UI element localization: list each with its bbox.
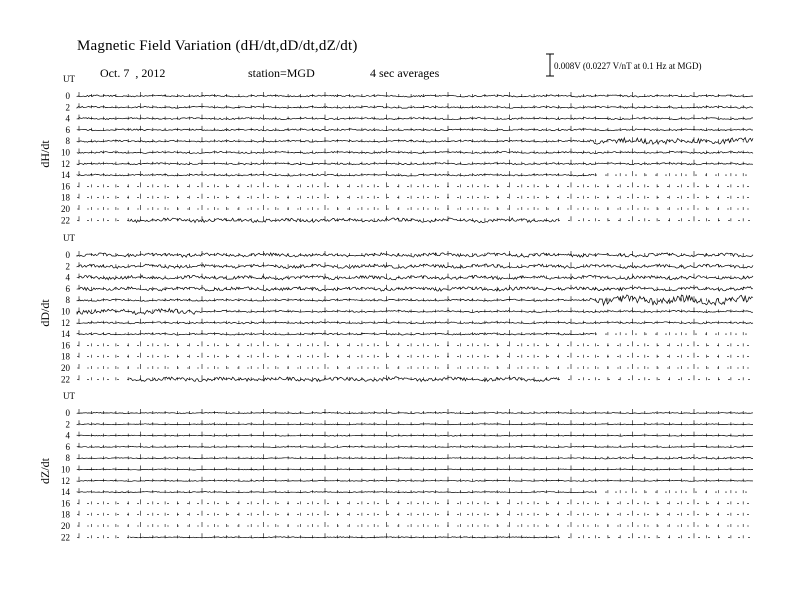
panel-ylabel: dD/dt bbox=[38, 299, 52, 327]
ut-axis-label: UT bbox=[63, 391, 75, 401]
variation-trace bbox=[77, 309, 753, 315]
row-tick-marks bbox=[79, 330, 743, 335]
row-tick-marks bbox=[79, 488, 743, 493]
variation-trace bbox=[77, 174, 594, 176]
row-hour-label: 22 bbox=[61, 532, 70, 543]
row-hour-label: 14 bbox=[61, 170, 70, 181]
row-hour-label: 6 bbox=[65, 283, 70, 294]
row-hour-label: 8 bbox=[65, 453, 70, 464]
chart-title: Magnetic Field Variation (dH/dt,dD/dt,dZ/dt) bbox=[77, 38, 358, 54]
row-tick-marks bbox=[79, 443, 743, 448]
variation-trace bbox=[77, 275, 753, 279]
row-hour-label: 0 bbox=[65, 91, 70, 101]
variation-trace bbox=[77, 435, 753, 436]
variation-trace bbox=[77, 333, 594, 335]
row-hour-label: 2 bbox=[65, 102, 70, 113]
variation-trace bbox=[77, 95, 753, 97]
variation-trace bbox=[77, 446, 753, 447]
row-hour-label: 0 bbox=[65, 408, 70, 418]
row-tick-marks bbox=[79, 126, 743, 131]
variation-trace bbox=[77, 413, 753, 414]
variation-trace bbox=[77, 129, 753, 131]
row-hour-label: 18 bbox=[61, 509, 70, 520]
row-hour-label: 8 bbox=[65, 136, 70, 147]
row-hour-label: 2 bbox=[65, 261, 70, 272]
variation-trace bbox=[130, 537, 558, 538]
row-hour-label: 4 bbox=[65, 430, 70, 441]
panel-dD-dt bbox=[38, 233, 753, 384]
row-hour-label: 6 bbox=[65, 441, 70, 452]
row-hour-label: 6 bbox=[65, 124, 70, 135]
row-hour-label: 4 bbox=[65, 113, 70, 124]
row-hour-label: 10 bbox=[61, 147, 70, 158]
row-hour-label: 16 bbox=[61, 340, 70, 351]
variation-trace bbox=[77, 163, 753, 165]
row-hour-label: 22 bbox=[61, 374, 70, 385]
row-hour-label: 22 bbox=[61, 215, 70, 226]
ut-axis-label: UT bbox=[63, 74, 75, 84]
variation-trace bbox=[130, 377, 558, 382]
panel-ylabel: dH/dt bbox=[38, 140, 52, 168]
variation-trace bbox=[77, 480, 753, 481]
variation-trace bbox=[77, 118, 753, 120]
row-hour-label: 14 bbox=[61, 487, 70, 498]
scale-bar bbox=[546, 54, 554, 76]
panel-dH-dt bbox=[38, 74, 753, 225]
row-hour-label: 10 bbox=[61, 464, 70, 475]
variation-trace bbox=[130, 218, 558, 223]
variation-trace bbox=[77, 322, 753, 324]
row-hour-label: 8 bbox=[65, 295, 70, 306]
variation-trace bbox=[77, 106, 753, 108]
row-hour-label: 20 bbox=[61, 363, 70, 373]
date-label: Oct. 7 , 2012 bbox=[100, 66, 166, 80]
row-hour-label: 16 bbox=[61, 181, 70, 192]
row-tick-marks bbox=[79, 285, 743, 290]
variation-trace bbox=[77, 295, 753, 305]
row-hour-label: 14 bbox=[61, 329, 70, 340]
scale-bar-label: 0.008V (0.0227 V/nT at 0.1 Hz at MGD) bbox=[554, 61, 702, 71]
row-tick-marks bbox=[79, 137, 743, 142]
row-hour-label: 0 bbox=[65, 250, 70, 260]
variation-trace bbox=[77, 492, 594, 493]
panel-ylabel: dZ/dt bbox=[38, 458, 52, 484]
variation-trace bbox=[77, 264, 753, 268]
row-hour-label: 18 bbox=[61, 192, 70, 203]
row-hour-label: 10 bbox=[61, 306, 70, 317]
panel-dZ-dt bbox=[38, 391, 753, 542]
row-hour-label: 12 bbox=[61, 475, 70, 486]
variation-trace bbox=[77, 469, 753, 470]
variation-trace bbox=[77, 152, 753, 154]
ut-axis-label: UT bbox=[63, 233, 75, 243]
row-hour-label: 20 bbox=[61, 521, 70, 531]
variation-trace bbox=[77, 457, 753, 459]
row-hour-label: 4 bbox=[65, 272, 70, 283]
variation-trace bbox=[77, 138, 753, 145]
averaging-label: 4 sec averages bbox=[370, 66, 440, 80]
row-hour-label: 2 bbox=[65, 419, 70, 430]
row-hour-label: 12 bbox=[61, 158, 70, 169]
row-hour-label: 18 bbox=[61, 351, 70, 362]
variation-trace bbox=[77, 424, 753, 425]
row-hour-label: 16 bbox=[61, 498, 70, 509]
station-label: station=MGD bbox=[248, 66, 315, 80]
row-hour-label: 20 bbox=[61, 204, 70, 214]
row-hour-label: 12 bbox=[61, 317, 70, 328]
variation-trace bbox=[77, 253, 753, 257]
variation-trace bbox=[77, 287, 753, 291]
